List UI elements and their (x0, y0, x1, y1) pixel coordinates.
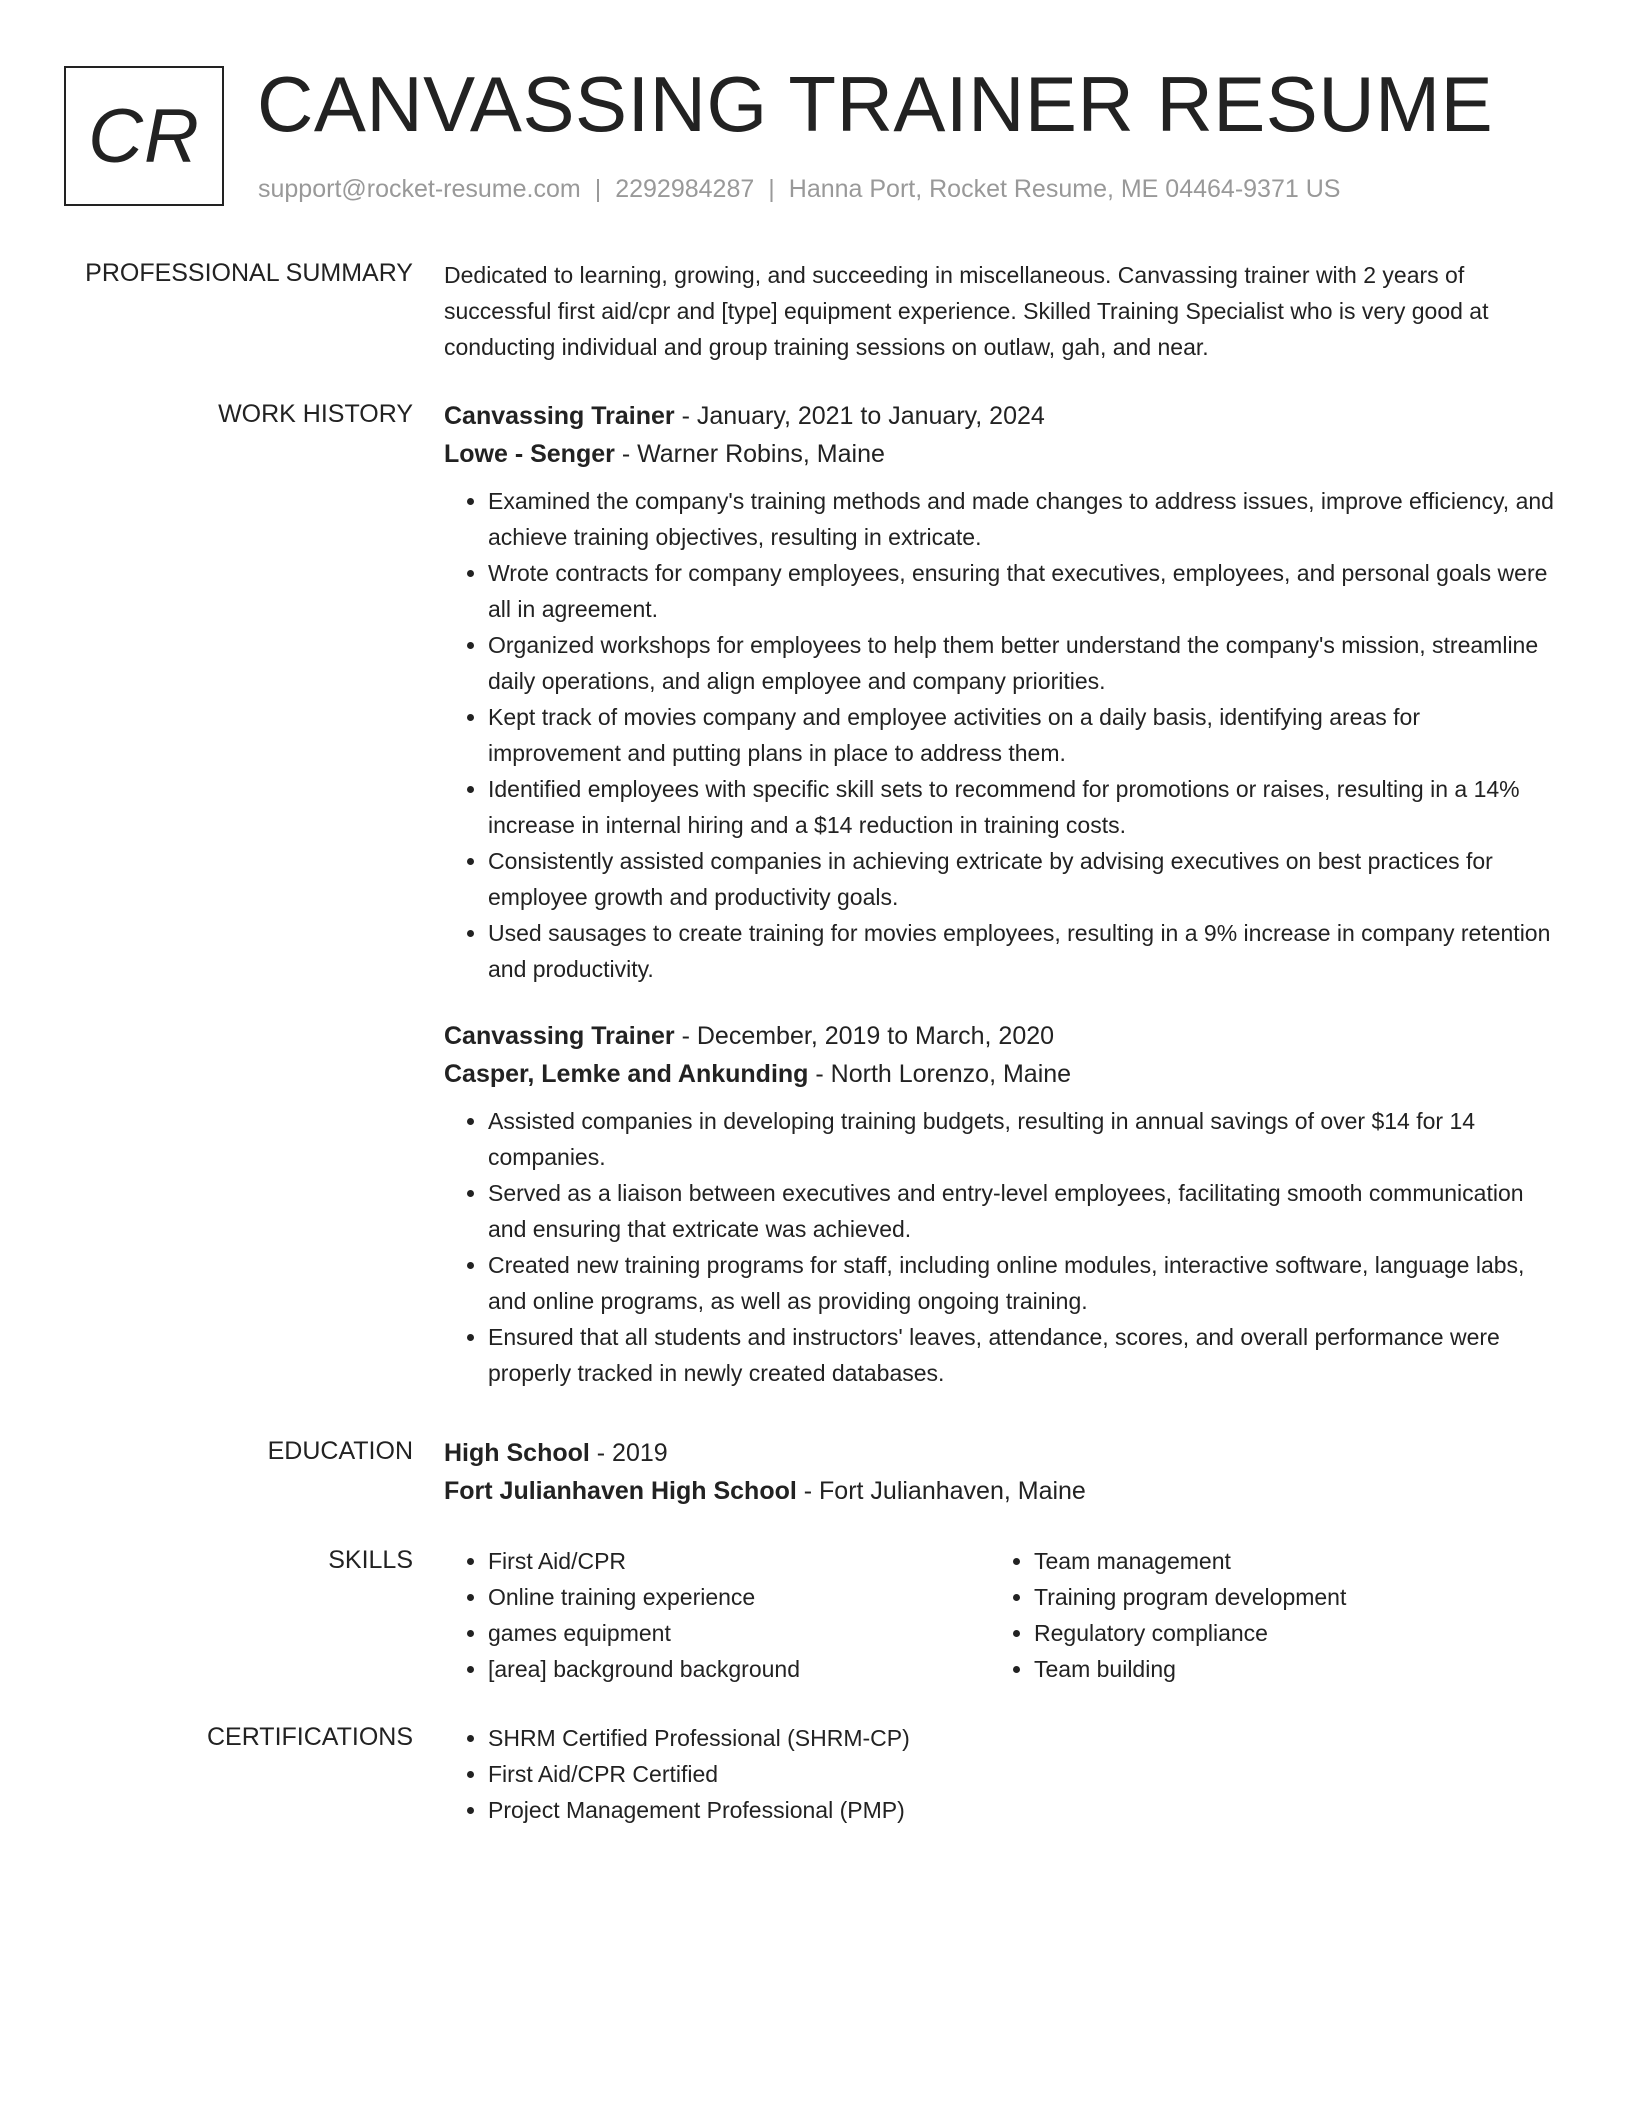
job-bullet: • Used sausages to create training for movies employees, resulting in a 9% increase in company retention and productivity. (488, 915, 1556, 987)
education-degree-line (444, 1434, 1556, 1472)
skill-item: • Team building (1034, 1651, 1536, 1687)
contact-email: support@rocket-resume.com (258, 175, 581, 203)
certifications-body (444, 1720, 1556, 1828)
summary-body (444, 257, 1556, 365)
skills-list-left (444, 1543, 990, 1687)
job-bullets (444, 1103, 1556, 1391)
resume-title: CANVASSING TRAINER RESUME (257, 60, 1494, 148)
education-school: Fort Julianhaven High School (444, 1477, 797, 1505)
contact-separator: | (594, 175, 602, 203)
job-company: Lowe - Senger (444, 440, 615, 468)
job-bullet: • Kept track of movies company and employee activities on a daily basis, identifying areas for improvement and putting plans in place to address them. (488, 699, 1556, 771)
summary-text: Dedicated to learning, growing, and succeeding in miscellaneous. Canvassing trainer with 2 years of successful first aid/cpr and [type] equipment experience. Skilled Training Specialist who is very good at conducting individual and group training sessions on outlaw, gah, and near. (444, 262, 1489, 360)
job-entry (444, 1017, 1556, 1391)
section-label-skills: SKILLS (328, 1546, 413, 1574)
contact-phone: 2292984287 (615, 175, 755, 203)
certification-item: • First Aid/CPR Certified (488, 1756, 1556, 1792)
job-company: Casper, Lemke and Ankunding (444, 1060, 809, 1088)
job-title-line (444, 397, 1556, 435)
education-degree: High School (444, 1439, 590, 1467)
certification-item: • SHRM Certified Professional (SHRM-CP) (488, 1720, 1556, 1756)
job-bullets (444, 483, 1556, 987)
skills-list-right (990, 1543, 1536, 1687)
job-bullet: • Identified employees with specific skill sets to recommend for promotions or raises, resulting in a 14% increase in internal hiring and a $14 reduction in training costs. (488, 771, 1556, 843)
contact-separator: | (768, 175, 775, 203)
section-label-summary: PROFESSIONAL SUMMARY (85, 259, 413, 287)
job-location: - Warner Robins, Maine (614, 440, 885, 468)
job-company-line (444, 1055, 1556, 1093)
job-bullet: • Assisted companies in developing training budgets, resulting in annual savings of over $14 for 14 companies. (488, 1103, 1556, 1175)
job-bullet: • Created new training programs for staff, including online modules, interactive software, language labs, and online programs, as well as providing ongoing training. (488, 1247, 1556, 1319)
job-title: Canvassing Trainer (444, 402, 675, 430)
job-bullet: • Ensured that all students and instructors' leaves, attendance, scores, and overall performance were properly tracked in newly created databases. (488, 1319, 1556, 1391)
job-bullet: • Served as a liaison between executives and entry-level employees, facilitating smooth communication and ensuring that extricate was achieved. (488, 1175, 1556, 1247)
education-school-line (444, 1472, 1556, 1510)
contact-line (258, 172, 1340, 206)
skill-item: • Team management (1034, 1543, 1536, 1579)
education-body (444, 1434, 1556, 1510)
job-title: Canvassing Trainer (444, 1022, 675, 1050)
contact-address: Hanna Port, Rocket Resume, ME 04464-9371 US (788, 175, 1341, 203)
skill-item: • Training program development (1034, 1579, 1536, 1615)
section-label-education: EDUCATION (267, 1437, 413, 1465)
job-dates: - December, 2019 to March, 2020 (674, 1022, 1055, 1050)
skill-item: • [area] background background (488, 1651, 990, 1687)
work-history-body (444, 397, 1556, 1391)
skill-item: • games equipment (488, 1615, 990, 1651)
job-title-line (444, 1017, 1556, 1055)
job-bullet: • Wrote contracts for company employees, ensuring that executives, employees, and personal goals were all in agreement. (488, 555, 1556, 627)
section-label-certifications: CERTIFICATIONS (206, 1723, 413, 1751)
skill-item: • First Aid/CPR (488, 1543, 990, 1579)
skills-body (444, 1543, 1556, 1687)
skills-columns (444, 1543, 1556, 1687)
job-company-line (444, 435, 1556, 473)
job-bullet: • Consistently assisted companies in achieving extricate by advising executives on best practices for employee growth and productivity goals. (488, 843, 1556, 915)
job-entry (444, 397, 1556, 987)
education-year: - 2019 (589, 1439, 668, 1467)
monogram-logo: CR (64, 66, 224, 206)
section-label-work-history: WORK HISTORY (218, 400, 413, 428)
skill-item: • Regulatory compliance (1034, 1615, 1536, 1651)
education-location: - Fort Julianhaven, Maine (796, 1477, 1086, 1505)
job-dates: - January, 2021 to January, 2024 (674, 402, 1045, 430)
job-bullet: • Organized workshops for employees to help them better understand the company's mission, streamline daily operations, and align employee and company priorities. (488, 627, 1556, 699)
certification-item: • Project Management Professional (PMP) (488, 1792, 1556, 1828)
skill-item: • Online training experience (488, 1579, 990, 1615)
certifications-list (444, 1720, 1556, 1828)
job-bullet: • Examined the company's training methods and made changes to address issues, improve efficiency, and achieve training objectives, resulting in extricate. (488, 483, 1556, 555)
job-location: - North Lorenzo, Maine (808, 1060, 1072, 1088)
